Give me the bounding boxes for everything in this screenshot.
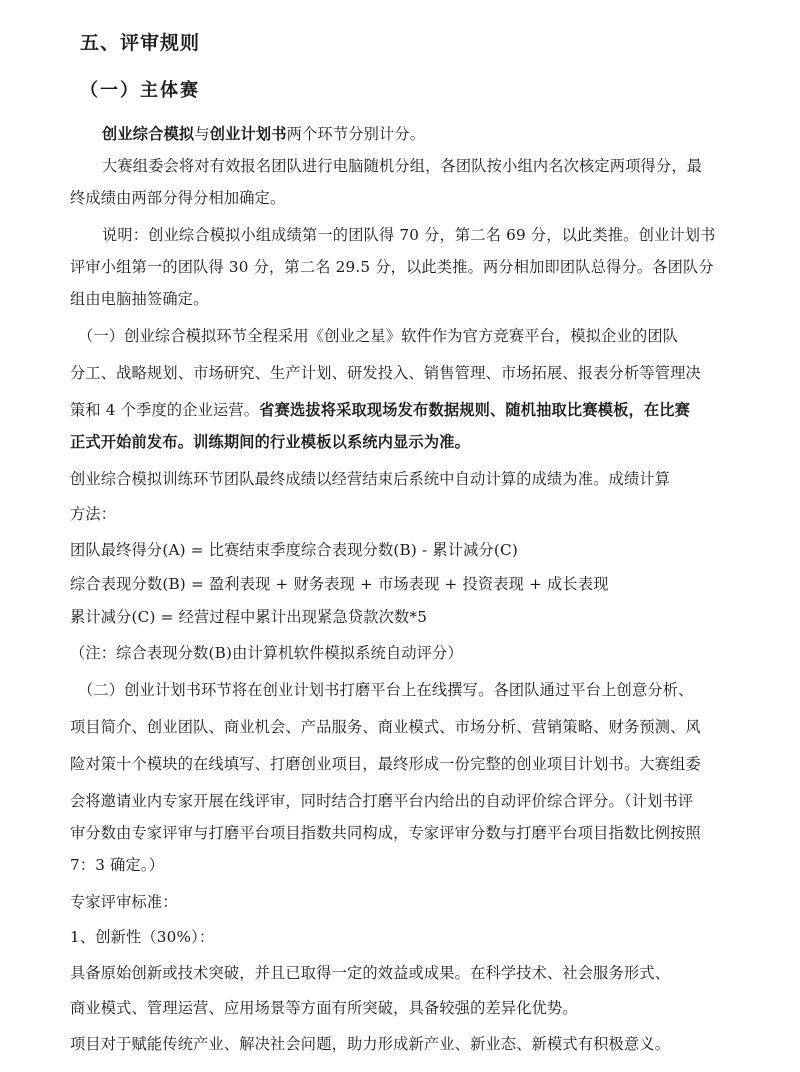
text-line: 商业模式、管理运营、应用场景等方面有所突破，具备较强的差异化优势。 <box>70 999 578 1017</box>
text-bold: 省赛选拔将采取现场发布数据规则、随机抽取比赛模板，在比赛 <box>259 401 691 419</box>
text-line: （二）创业计划书环节将在创业计划书打磨平台上在线撰写。各团队通过平台上创意分析、 <box>78 681 694 699</box>
formula-line: 团队最终得分(A) = 比赛结束季度综合表现分数(B) - 累计减分(C) <box>70 541 518 559</box>
text-line: 组由电脑抽签确定。 <box>70 290 209 308</box>
text-line: 方法： <box>70 505 117 523</box>
text-line: （一）创业综合模拟环节全程采用《创业之星》软件作为官方竞赛平台，模拟企业的团队 <box>78 327 679 345</box>
intro-tail: 两个环节分别计分。 <box>286 125 426 143</box>
mixed-line <box>70 399 690 420</box>
text-line: 险对策十个模块的在线填写、打磨创业项目，最终形成一份完整的创业项目计划书。大赛组委 <box>70 755 701 773</box>
criterion-heading: 1、创新性（30%）： <box>70 928 215 946</box>
text-line: 大赛组委会将对有效报名团队进行电脑随机分组，各团队按小组内名次核定两项得分，最 <box>102 157 703 175</box>
text-line: 终成绩由两部分得分相加确定。 <box>70 189 286 207</box>
subsection-title: （一）主体赛 <box>80 80 200 101</box>
text-line: 项目对于赋能传统产业、解决社会问题，助力形成新产业、新业态、新模式有积极意义。 <box>70 1035 671 1053</box>
note-line: （注：综合表现分数(B)由计算机软件模拟系统自动评分） <box>70 644 463 662</box>
intro-bold-1: 创业综合模拟 <box>102 125 195 143</box>
text-line: 会将邀请业内专家开展在线评审，同时结合打磨平台内给出的自动评价综合评分。（计划书评 <box>70 792 694 810</box>
intro-bold-2: 创业计划书 <box>209 125 287 143</box>
intro-mid: 与 <box>194 125 210 143</box>
text-line: 专家评审标准： <box>70 893 178 911</box>
text-plain: 策和 4 个季度的企业运营。 <box>70 401 260 419</box>
intro-paragraph <box>102 123 425 144</box>
section-title: 五、评审规则 <box>80 32 201 54</box>
formula-line: 综合表现分数(B) = 盈利表现 + 财务表现 + 市场表现 + 投资表现 + 成长表现 <box>70 575 609 593</box>
text-line: 项目简介、创业团队、商业机会、产品服务、商业模式、市场分析、营销策略、财务预测、风 <box>70 718 701 736</box>
text-line: 创业综合模拟训练环节团队最终成绩以经营结束后系统中自动计算的成绩为准。成绩计算 <box>70 470 671 488</box>
text-line: 审分数由专家评审与打磨平台项目指数共同构成，专家评审分数与打磨平台项目指数比例按照 <box>70 824 701 842</box>
text-line: 具备原始创新或技术突破，并且已取得一定的效益或成果。在科学技术、社会服务形式、 <box>70 964 671 982</box>
text-line: 说明：创业综合模拟小组成绩第一的团队得 70 分，第二名 69 分，以此类推。创业计划书 <box>102 226 716 244</box>
formula-line: 累计减分(C) = 经营过程中累计出现紧急贷款次数*5 <box>70 608 428 626</box>
text-line-bold: 正式开始前发布。训练期间的行业模板以系统内显示为准。 <box>70 433 471 451</box>
text-line: 评审小组第一的团队得 30 分，第二名 29.5 分，以此类推。两分相加即团队总得分。各团队分 <box>70 258 714 276</box>
text-line: 分工、战略规划、市场研究、生产计划、研发投入、销售管理、市场拓展、报表分析等管理决 <box>70 364 701 382</box>
text-line: 7：3 确定。） <box>70 856 165 874</box>
